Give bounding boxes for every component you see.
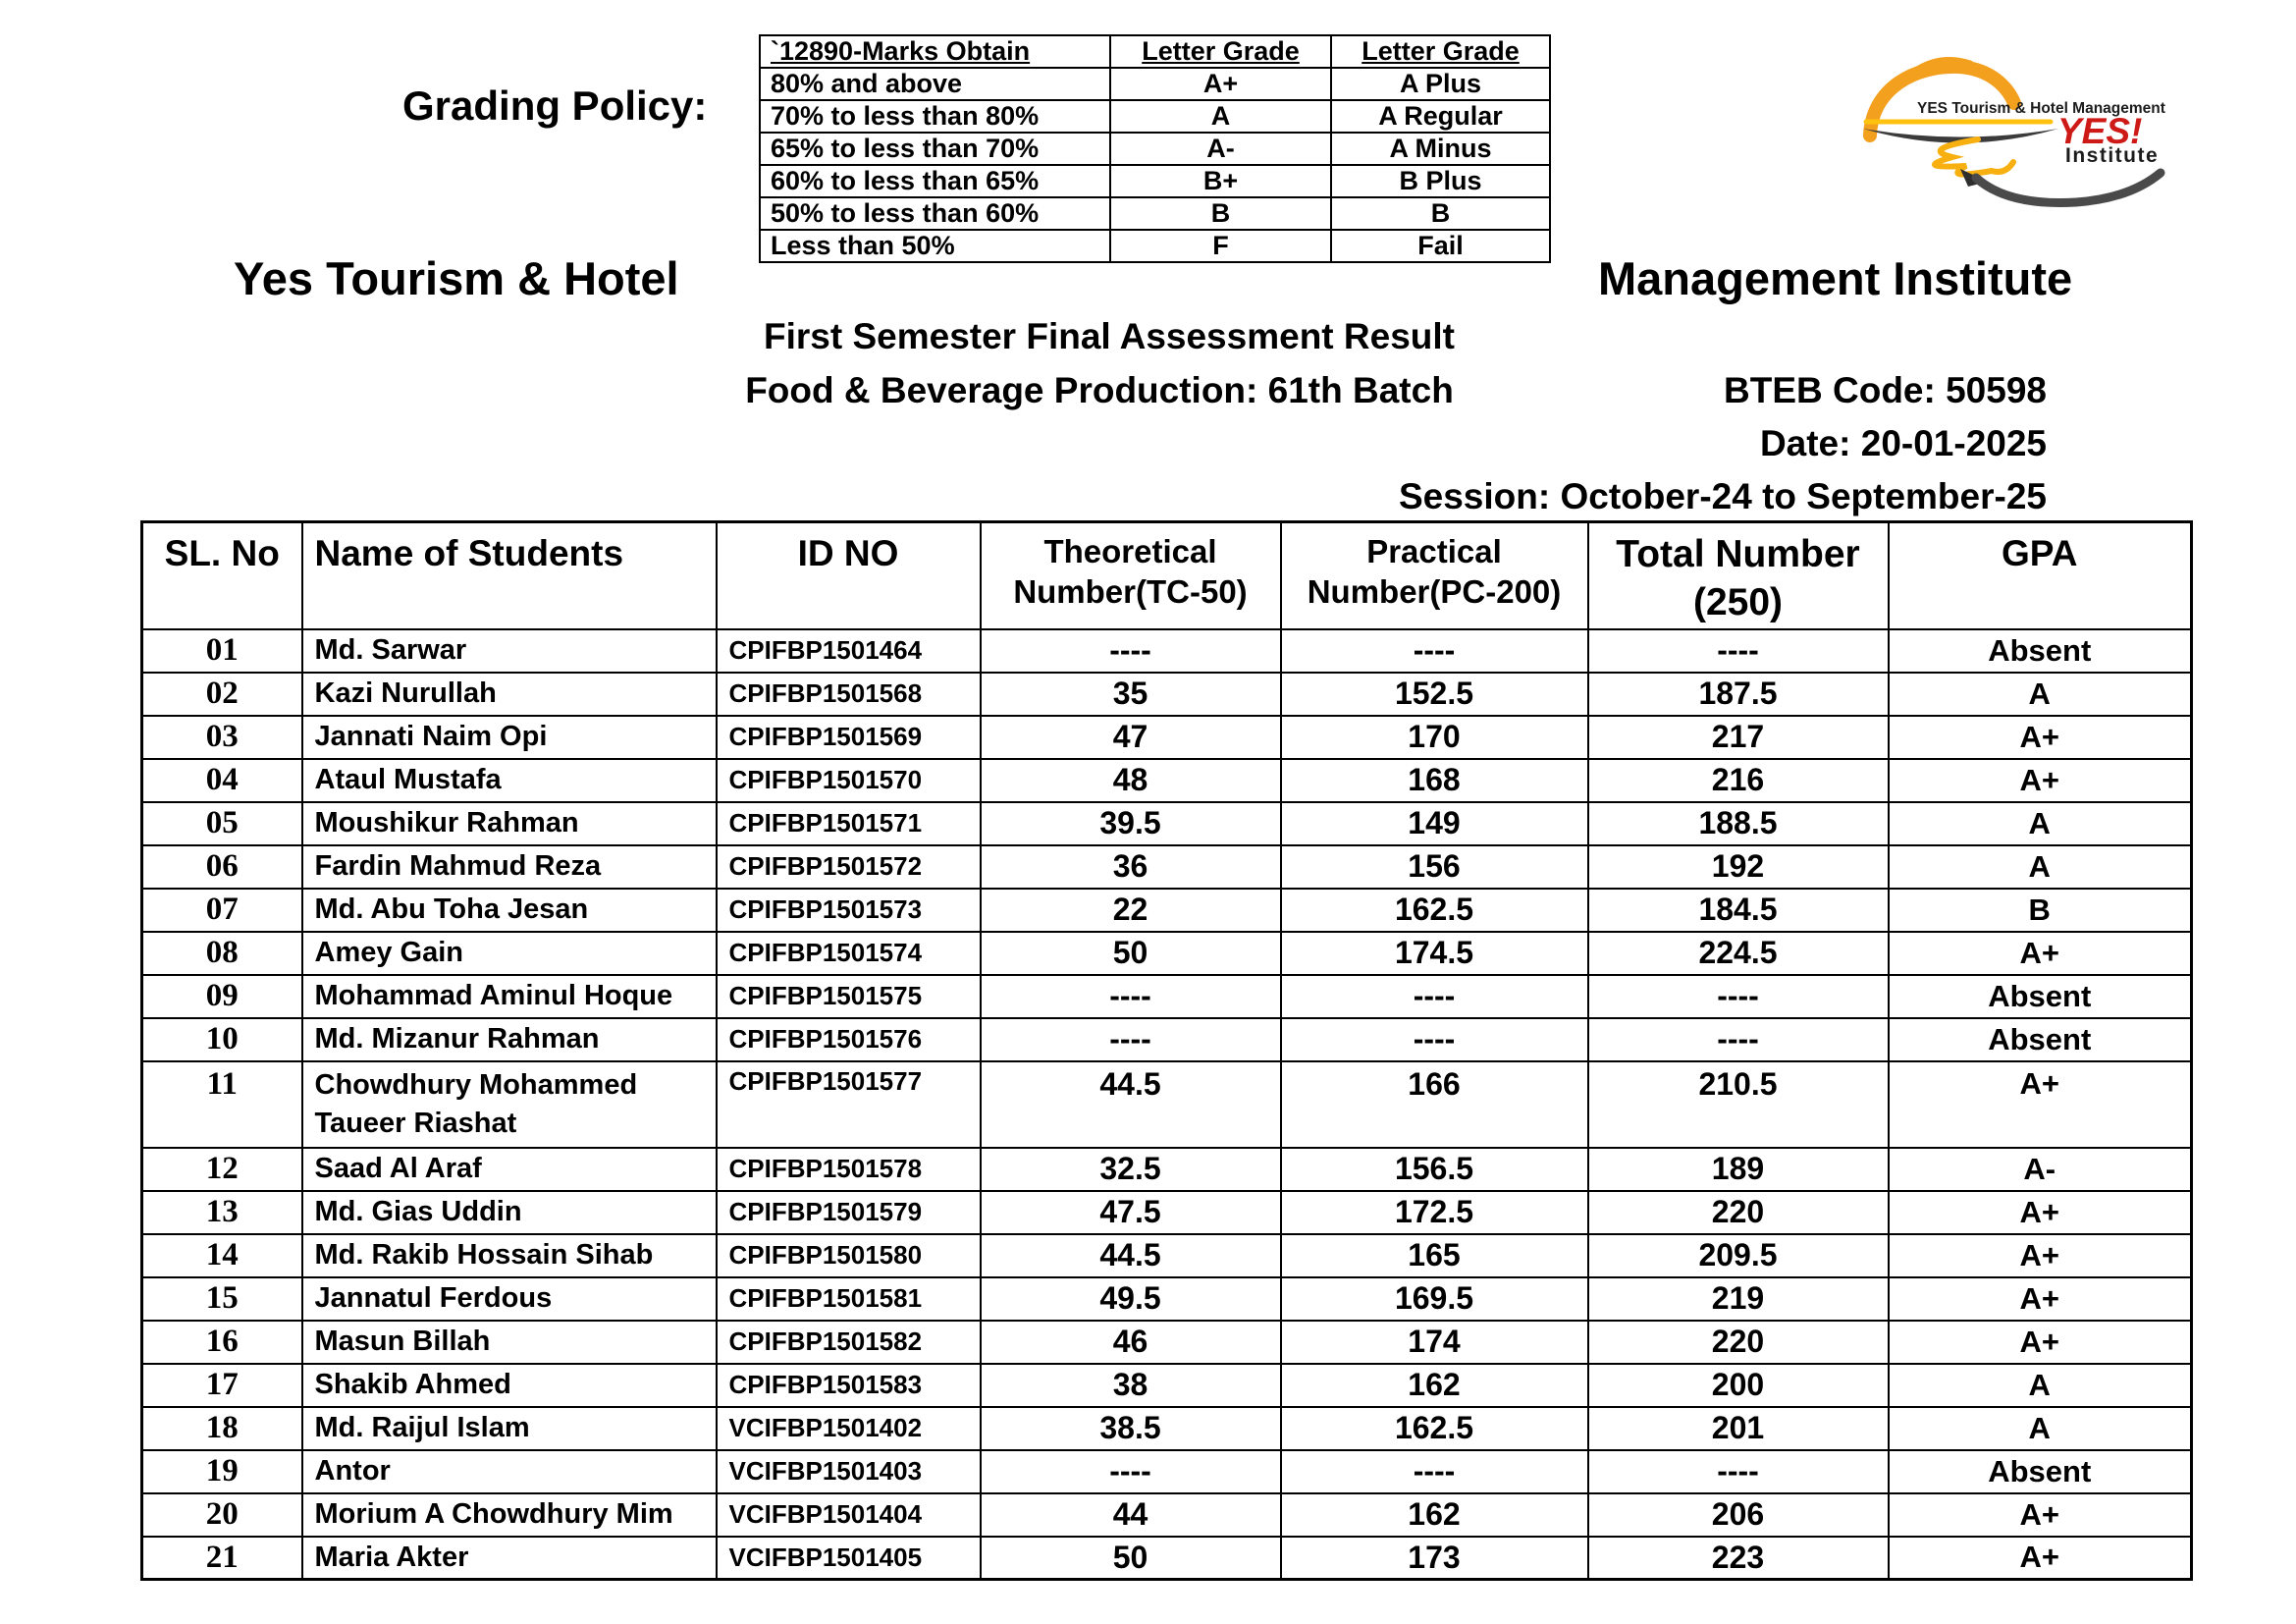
- cell-student-id: VCIFBP1501405: [717, 1537, 981, 1580]
- cell-practical-number: 162.5: [1281, 889, 1588, 932]
- cell-practical-number: 166: [1281, 1061, 1588, 1148]
- cell-gpa: B: [1889, 889, 2192, 932]
- cell-practical-number: ----: [1281, 975, 1588, 1018]
- cell-student-name: Moushikur Rahman: [302, 802, 717, 845]
- cell-student-name: Antor: [302, 1450, 717, 1493]
- cell-sl-no: 18: [142, 1407, 302, 1450]
- cell-theoretical-number: ----: [981, 1018, 1281, 1061]
- cell-theoretical-number: 39.5: [981, 802, 1281, 845]
- cell-total-number: 217: [1588, 716, 1889, 759]
- table-row: [142, 759, 2192, 802]
- cell-student-name: Saad Al Araf: [302, 1148, 717, 1191]
- logo-brand-sub: Institute: [2065, 144, 2160, 167]
- session-range: Session: October-24 to September-25: [1398, 476, 2047, 516]
- grading-policy-table: [759, 34, 1551, 263]
- cell-theoretical-number: 47.5: [981, 1191, 1281, 1234]
- cell-student-id: VCIFBP1501402: [717, 1407, 981, 1450]
- cell-total-number: ----: [1588, 1450, 1889, 1493]
- cell-gpa: Absent: [1889, 629, 2192, 673]
- cell-sl-no: 21: [142, 1537, 302, 1580]
- cell-gpa: A+: [1889, 1277, 2192, 1321]
- cell-total-number: 220: [1588, 1191, 1889, 1234]
- letter-grade-cell: A-: [1110, 133, 1331, 165]
- cell-total-number: 184.5: [1588, 889, 1889, 932]
- cell-practical-number: ----: [1281, 1450, 1588, 1493]
- cell-practical-number: 162: [1281, 1364, 1588, 1407]
- cell-theoretical-number: 50: [981, 1537, 1281, 1580]
- letter-grade-cell: F: [1110, 230, 1331, 262]
- cell-theoretical-number: 47: [981, 716, 1281, 759]
- letter-grade-name-cell: B: [1331, 197, 1550, 230]
- table-row: [142, 1061, 2192, 1148]
- cell-gpa: A: [1889, 1407, 2192, 1450]
- cell-student-id: CPIFBP1501579: [717, 1191, 981, 1234]
- cell-student-id: VCIFBP1501403: [717, 1450, 981, 1493]
- cell-sl-no: 07: [142, 889, 302, 932]
- table-row: [142, 716, 2192, 759]
- cell-practical-number: 174: [1281, 1321, 1588, 1364]
- grading-header-letter-grade-name: Letter Grade: [1331, 35, 1550, 68]
- letter-grade-name-cell: A Minus: [1331, 133, 1550, 165]
- cell-theoretical-number: 44.5: [981, 1061, 1281, 1148]
- cell-sl-no: 11: [142, 1061, 302, 1148]
- cell-student-name: Ataul Mustafa: [302, 759, 717, 802]
- cell-gpa: A+: [1889, 1321, 2192, 1364]
- table-row: [142, 1191, 2192, 1234]
- cell-practical-number: 162.5: [1281, 1407, 1588, 1450]
- cell-gpa: A+: [1889, 1493, 2192, 1537]
- cell-practical-number: 149: [1281, 802, 1588, 845]
- letter-grade-cell: A+: [1110, 68, 1331, 100]
- table-row: [142, 1407, 2192, 1450]
- letter-grade-cell: B: [1110, 197, 1331, 230]
- cell-student-name: Mohammad Aminul Hoque: [302, 975, 717, 1018]
- cell-gpa: A: [1889, 673, 2192, 716]
- cell-student-id: CPIFBP1501574: [717, 932, 981, 975]
- cell-student-id: CPIFBP1501582: [717, 1321, 981, 1364]
- cell-gpa: A+: [1889, 1061, 2192, 1148]
- cell-student-id: CPIFBP1501577: [717, 1061, 981, 1148]
- cell-sl-no: 03: [142, 716, 302, 759]
- cell-student-name: Fardin Mahmud Reza: [302, 845, 717, 889]
- cell-student-name: Morium A Chowdhury Mim: [302, 1493, 717, 1537]
- results-table: [140, 520, 2193, 1581]
- cell-total-number: ----: [1588, 629, 1889, 673]
- cell-total-number: 188.5: [1588, 802, 1889, 845]
- cell-gpa: A+: [1889, 759, 2192, 802]
- cell-practical-number: 165: [1281, 1234, 1588, 1277]
- cell-student-name: Chowdhury Mohammed Taueer Riashat: [302, 1061, 717, 1148]
- cell-practical-number: 174.5: [1281, 932, 1588, 975]
- cell-sl-no: 15: [142, 1277, 302, 1321]
- cell-student-id: CPIFBP1501571: [717, 802, 981, 845]
- cell-gpa: A: [1889, 1364, 2192, 1407]
- cell-student-name: Kazi Nurullah: [302, 673, 717, 716]
- cell-practical-number: 156: [1281, 845, 1588, 889]
- header-name-of-students: [302, 522, 717, 629]
- grading-table-body: [760, 68, 1550, 262]
- cell-student-id: CPIFBP1501570: [717, 759, 981, 802]
- cell-theoretical-number: ----: [981, 629, 1281, 673]
- cell-gpa: Absent: [1889, 975, 2192, 1018]
- header-total-number: [1588, 522, 1889, 629]
- cell-sl-no: 20: [142, 1493, 302, 1537]
- cell-student-name: Md. Raijul Islam: [302, 1407, 717, 1450]
- cell-gpa: A+: [1889, 1191, 2192, 1234]
- cell-theoretical-number: ----: [981, 1450, 1281, 1493]
- letter-grade-name-cell: B Plus: [1331, 165, 1550, 197]
- letter-grade-name-cell: Fail: [1331, 230, 1550, 262]
- bteb-code: BTEB Code: 50598: [1724, 370, 2047, 410]
- cell-student-id: VCIFBP1501404: [717, 1493, 981, 1537]
- cell-total-number: 187.5: [1588, 673, 1889, 716]
- grading-row: [760, 165, 1550, 197]
- cell-sl-no: 17: [142, 1364, 302, 1407]
- cell-gpa: A+: [1889, 716, 2192, 759]
- cell-gpa: Absent: [1889, 1450, 2192, 1493]
- table-row: [142, 673, 2192, 716]
- cell-student-id: CPIFBP1501568: [717, 673, 981, 716]
- cell-student-name: Md. Mizanur Rahman: [302, 1018, 717, 1061]
- letter-grade-cell: B+: [1110, 165, 1331, 197]
- grading-header-marks: `12890-Marks Obtain: [760, 35, 1110, 68]
- cell-sl-no: 10: [142, 1018, 302, 1061]
- cell-theoretical-number: 48: [981, 759, 1281, 802]
- cell-sl-no: 04: [142, 759, 302, 802]
- table-row: [142, 932, 2192, 975]
- header-id-no-line1: ID NO: [797, 533, 899, 573]
- table-row: [142, 629, 2192, 673]
- table-row: [142, 1450, 2192, 1493]
- cell-student-name: Md. Abu Toha Jesan: [302, 889, 717, 932]
- cell-student-id: CPIFBP1501573: [717, 889, 981, 932]
- header-practical-number-line1: Practical: [1366, 533, 1502, 569]
- grading-row: [760, 68, 1550, 100]
- grade-range-cell: 65% to less than 70%: [760, 133, 1110, 165]
- header-name-of-students-line1: Name of Students: [314, 533, 624, 573]
- cell-theoretical-number: 22: [981, 889, 1281, 932]
- table-row: [142, 1018, 2192, 1061]
- cell-student-name: Shakib Ahmed: [302, 1364, 717, 1407]
- cell-gpa: Absent: [1889, 1018, 2192, 1061]
- header-gpa: [1889, 522, 2192, 629]
- cell-total-number: 200: [1588, 1364, 1889, 1407]
- cell-student-id: CPIFBP1501576: [717, 1018, 981, 1061]
- logo-swoosh: [1976, 173, 2161, 202]
- header-total-number-line1: Total Number: [1616, 533, 1860, 575]
- cell-total-number: 210.5: [1588, 1061, 1889, 1148]
- header-id-no: [717, 522, 981, 629]
- cell-total-number: ----: [1588, 975, 1889, 1018]
- cell-practical-number: 170: [1281, 716, 1588, 759]
- table-row: [142, 1364, 2192, 1407]
- cell-sl-no: 08: [142, 932, 302, 975]
- grade-range-cell: 50% to less than 60%: [760, 197, 1110, 230]
- institute-title-right: Management Institute: [1598, 252, 2073, 304]
- cell-theoretical-number: 49.5: [981, 1277, 1281, 1321]
- cell-total-number: 220: [1588, 1321, 1889, 1364]
- table-row: [142, 1277, 2192, 1321]
- cell-theoretical-number: 46: [981, 1321, 1281, 1364]
- cell-theoretical-number: 35: [981, 673, 1281, 716]
- cell-student-id: CPIFBP1501464: [717, 629, 981, 673]
- table-row: [142, 1321, 2192, 1364]
- cell-sl-no: 14: [142, 1234, 302, 1277]
- assessment-title: First Semester Final Assessment Result: [764, 316, 1455, 356]
- cell-gpa: A+: [1889, 1537, 2192, 1580]
- cell-gpa: A+: [1889, 1234, 2192, 1277]
- cell-total-number: 206: [1588, 1493, 1889, 1537]
- cell-student-id: CPIFBP1501578: [717, 1148, 981, 1191]
- cell-gpa: A: [1889, 802, 2192, 845]
- cell-sl-no: 02: [142, 673, 302, 716]
- grade-range-cell: Less than 50%: [760, 230, 1110, 262]
- cell-student-name: Md. Sarwar: [302, 629, 717, 673]
- cell-sl-no: 12: [142, 1148, 302, 1191]
- cell-theoretical-number: 32.5: [981, 1148, 1281, 1191]
- table-row: [142, 889, 2192, 932]
- grading-policy-label: Grading Policy:: [402, 82, 708, 129]
- cell-practical-number: 169.5: [1281, 1277, 1588, 1321]
- cell-theoretical-number: ----: [981, 975, 1281, 1018]
- cell-practical-number: 172.5: [1281, 1191, 1588, 1234]
- institute-title-left: Yes Tourism & Hotel: [234, 252, 679, 304]
- logo-brand-text: YES!: [2057, 111, 2143, 151]
- cell-theoretical-number: 44.5: [981, 1234, 1281, 1277]
- cell-total-number: 209.5: [1588, 1234, 1889, 1277]
- cell-total-number: 189: [1588, 1148, 1889, 1191]
- table-row: [142, 845, 2192, 889]
- cell-gpa: A: [1889, 845, 2192, 889]
- table-row: [142, 1537, 2192, 1580]
- cell-student-id: CPIFBP1501581: [717, 1277, 981, 1321]
- header-practical-number: [1281, 522, 1588, 629]
- cell-sl-no: 13: [142, 1191, 302, 1234]
- cell-total-number: 216: [1588, 759, 1889, 802]
- table-row: [142, 1148, 2192, 1191]
- header-practical-number-line2: Number(PC-200): [1307, 573, 1562, 611]
- result-date: Date: 20-01-2025: [1759, 423, 2047, 463]
- cell-student-id: CPIFBP1501575: [717, 975, 981, 1018]
- cell-theoretical-number: 44: [981, 1493, 1281, 1537]
- cell-student-id: CPIFBP1501580: [717, 1234, 981, 1277]
- header-theoretical-number-line2: Number(TC-50): [1013, 573, 1248, 611]
- grading-row: [760, 197, 1550, 230]
- grade-range-cell: 70% to less than 80%: [760, 100, 1110, 133]
- cell-total-number: 201: [1588, 1407, 1889, 1450]
- cell-student-name: Md. Rakib Hossain Sihab: [302, 1234, 717, 1277]
- cell-practical-number: 173: [1281, 1537, 1588, 1580]
- header-sl-no-line1: SL. No: [164, 533, 280, 573]
- cell-theoretical-number: 36: [981, 845, 1281, 889]
- cell-student-id: CPIFBP1501572: [717, 845, 981, 889]
- cell-student-name: Jannati Naim Opi: [302, 716, 717, 759]
- cell-total-number: 219: [1588, 1277, 1889, 1321]
- cell-total-number: 224.5: [1588, 932, 1889, 975]
- cell-total-number: 223: [1588, 1537, 1889, 1580]
- cell-practical-number: 152.5: [1281, 673, 1588, 716]
- cell-gpa: A+: [1889, 932, 2192, 975]
- grading-row: [760, 100, 1550, 133]
- table-row: [142, 802, 2192, 845]
- letter-grade-name-cell: A Plus: [1331, 68, 1550, 100]
- grading-header-letter-grade: Letter Grade: [1110, 35, 1331, 68]
- institute-logo: [1858, 57, 2177, 212]
- cell-sl-no: 09: [142, 975, 302, 1018]
- cell-student-id: CPIFBP1501569: [717, 716, 981, 759]
- course-batch-title: Food & Beverage Production: 61th Batch: [745, 370, 1454, 410]
- cell-sl-no: 19: [142, 1450, 302, 1493]
- table-row: [142, 975, 2192, 1018]
- table-row: [142, 1493, 2192, 1537]
- logo-yellow-swirl: [1935, 139, 2013, 175]
- cell-sl-no: 01: [142, 629, 302, 673]
- letter-grade-cell: A: [1110, 100, 1331, 133]
- cell-student-name: Md. Gias Uddin: [302, 1191, 717, 1234]
- cell-student-name: Maria Akter: [302, 1537, 717, 1580]
- header-theoretical-number: [981, 522, 1281, 629]
- results-table-body: [142, 629, 2192, 1580]
- cell-practical-number: ----: [1281, 1018, 1588, 1061]
- cell-practical-number: 156.5: [1281, 1148, 1588, 1191]
- table-row: [142, 1234, 2192, 1277]
- cell-total-number: ----: [1588, 1018, 1889, 1061]
- header-theoretical-number-line1: Theoretical: [1043, 533, 1217, 569]
- grade-range-cell: 60% to less than 65%: [760, 165, 1110, 197]
- cell-student-name: Jannatul Ferdous: [302, 1277, 717, 1321]
- logo-tagline: YES Tourism & Hotel Management: [1917, 100, 2165, 117]
- cell-student-id: CPIFBP1501583: [717, 1364, 981, 1407]
- cell-student-name: Masun Billah: [302, 1321, 717, 1364]
- grade-range-cell: 80% and above: [760, 68, 1110, 100]
- header-total-number-line2: (250): [1692, 580, 1784, 623]
- cell-student-name: Amey Gain: [302, 932, 717, 975]
- cell-theoretical-number: 50: [981, 932, 1281, 975]
- cell-sl-no: 16: [142, 1321, 302, 1364]
- cell-theoretical-number: 38.5: [981, 1407, 1281, 1450]
- results-header-row: [142, 522, 2192, 629]
- cell-practical-number: 162: [1281, 1493, 1588, 1537]
- cell-sl-no: 05: [142, 802, 302, 845]
- cell-gpa: A-: [1889, 1148, 2192, 1191]
- header-sl-no: [142, 522, 302, 629]
- logo-graphic: [1858, 57, 2177, 212]
- cell-practical-number: ----: [1281, 629, 1588, 673]
- header-gpa-line1: GPA: [2002, 533, 2078, 573]
- grading-row: [760, 230, 1550, 262]
- cell-total-number: 192: [1588, 845, 1889, 889]
- cell-theoretical-number: 38: [981, 1364, 1281, 1407]
- grading-row: [760, 133, 1550, 165]
- cell-practical-number: 168: [1281, 759, 1588, 802]
- cell-sl-no: 06: [142, 845, 302, 889]
- grading-header-row: [760, 35, 1550, 68]
- letter-grade-name-cell: A Regular: [1331, 100, 1550, 133]
